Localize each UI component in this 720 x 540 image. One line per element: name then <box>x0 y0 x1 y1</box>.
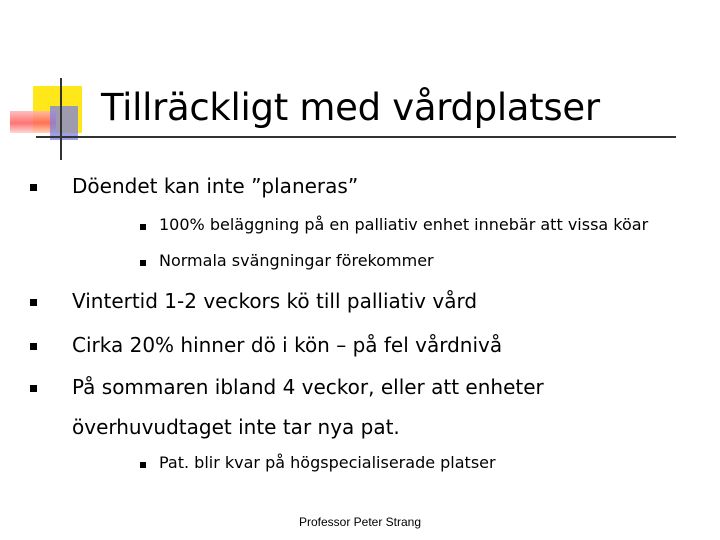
vertical-rule <box>60 78 62 160</box>
square-bullet-icon <box>140 260 146 266</box>
square-bullet-icon <box>140 224 146 230</box>
square-bullet-icon <box>30 184 37 191</box>
bullet-text: Pat. blir kvar på högspecialiserade platser <box>159 453 496 472</box>
slide-title: Tillräckligt med vårdplatser <box>101 86 600 129</box>
square-bullet-icon <box>30 299 37 306</box>
bullet-text-line-2: överhuvudtaget inte tar nya pat. <box>72 415 400 439</box>
bullet-text: Döendet kan inte ”planeras” <box>72 174 359 198</box>
square-bullet-icon <box>140 462 146 468</box>
square-bullet-icon <box>30 385 37 392</box>
bullet-text: Vintertid 1-2 veckors kö till palliativ vård <box>72 289 478 313</box>
slide-footer: Professor Peter Strang <box>298 515 422 529</box>
horizontal-rule <box>36 136 676 138</box>
bullet-text-line-1: På sommaren ibland 4 veckor, eller att enheter <box>72 375 544 399</box>
bullet-text: Cirka 20% hinner dö i kön – på fel vårdnivå <box>72 333 503 357</box>
blue-square <box>50 106 78 140</box>
bullet-text: Normala svängningar förekommer <box>159 251 434 270</box>
square-bullet-icon <box>30 343 37 350</box>
bullet-text: 100% beläggning på en palliativ enhet innebär att vissa köar <box>159 215 649 234</box>
